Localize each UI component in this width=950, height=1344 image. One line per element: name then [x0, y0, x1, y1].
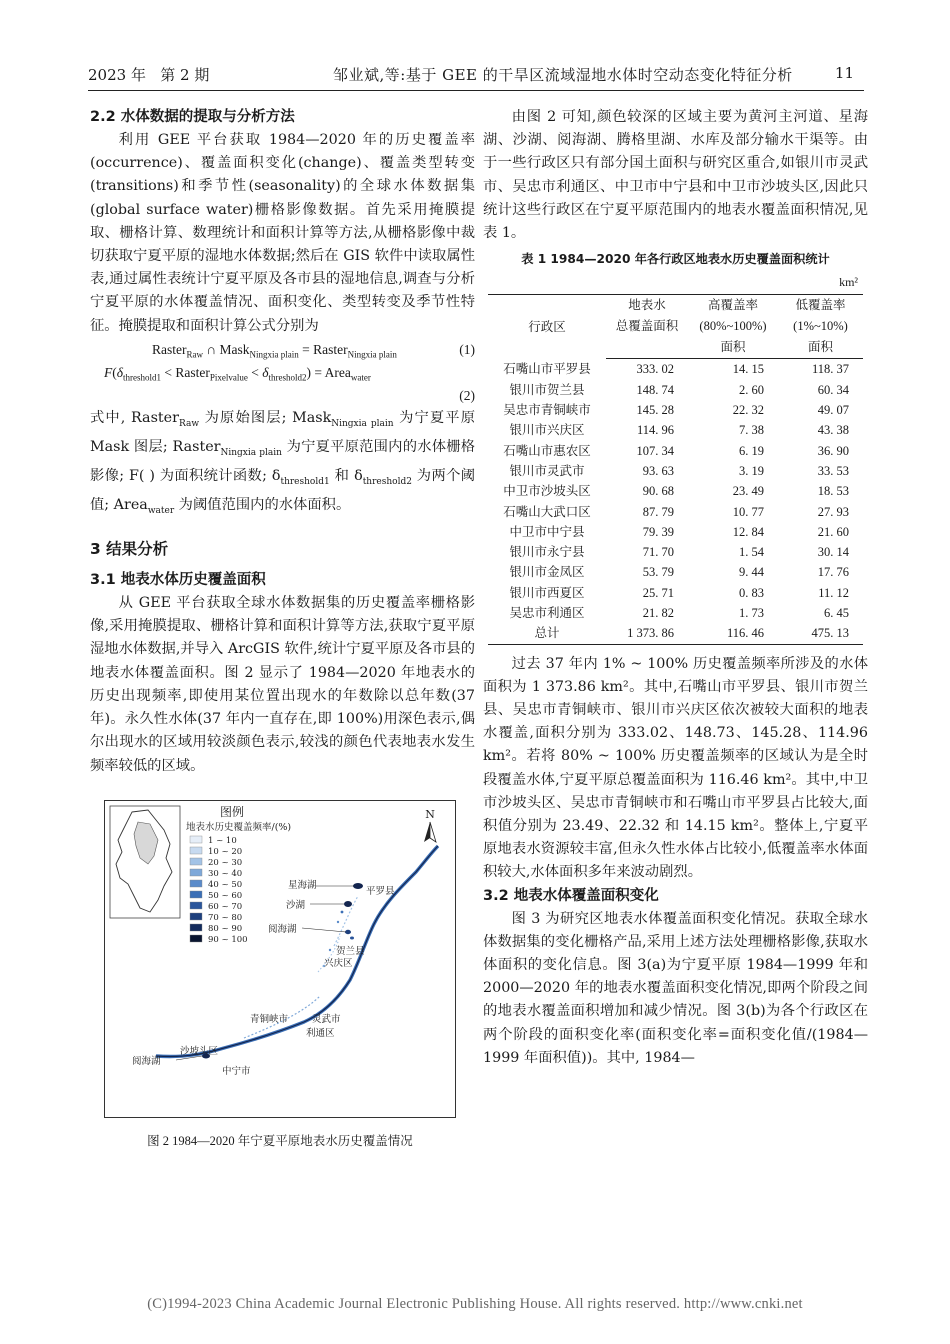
table-row [488, 481, 863, 501]
cell-value: 53. 79 [642, 565, 674, 580]
table-1-unit: km² [839, 275, 858, 290]
section-3-heading: 3 结果分析 [90, 540, 169, 559]
cell-region: 吴忠市利通区 [509, 605, 585, 620]
cell-value: 17. 76 [817, 565, 849, 580]
cell-value: 148. 74 [636, 382, 674, 397]
section-3-1-heading: 3.1 地表水体历史覆盖面积 [90, 572, 266, 589]
label-xinghai: 星海湖 [288, 879, 317, 891]
section-2-2-paragraph: 利用 GEE 平台获取 1984—2020 年的历史覆盖率(occurrence)、覆盖面积变化(change)、覆盖类型转变(transitions)和季节性(seasonality)的全球水体数据集(global surface water)栅格影像数据。首先采用掩膜提取、栅格计算、数理统计和面积计算等方法,从栅格影像中裁切获取宁夏平原的湿地水体数据;然后在 GIS 软件中读取属性表,通过属性表统计宁夏平原及各市县的湿地信息,调查与分析宁夏平原的水体覆盖情况、面积变化、类型转变及季节性特征。掩膜提取和面积计算公式分别为 [90, 132, 475, 334]
cell-value: 1 373. 86 [606, 623, 688, 644]
label-xingqing: 兴庆区 [324, 957, 353, 969]
cell-region: 银川市永宁县 [509, 545, 585, 560]
table-row [488, 380, 863, 400]
right-paragraph-1: 由图 2 可知,颜色较深的区域主要为黄河主河道、星海湖、沙湖、阅海湖、腾格里湖、水库及部分输水干渠等。由于一些行政区只有部分国土面积与研究区重合,如银川市灵武市、吴忠市利通区、中卫市中宁县和中卫市沙坡头区,因此只统计这些行政区在宁夏平原范围内的地表水覆盖面积情况,见表 1。 [483, 109, 868, 242]
cell-value: 10. 77 [732, 504, 764, 519]
cell-value: 36. 90 [817, 443, 849, 458]
figure-2-caption: 图 2 1984—2020 年宁夏平原地表水历史覆盖情况 [147, 1133, 413, 1148]
cell-value: 79. 39 [642, 524, 674, 539]
label-litong: 利通区 [306, 1027, 335, 1039]
legend-swatch [190, 836, 202, 843]
cell-value: 49. 07 [817, 403, 849, 418]
copyright-footer: (C)1994-2023 China Academic Journal Electronic Publishing House. All rights reserved. http://www.cnki.net [147, 1296, 803, 1312]
legend-swatch [190, 891, 202, 898]
cell-value: 7. 38 [739, 423, 764, 438]
cell-value: 6. 45 [824, 605, 849, 620]
formula-explanation: 式中, Raster$_{Raw}$ 为原始图层; Mask$_{Ningxia plain}$ 为宁夏平原 Mask 图层; Raster$_{Ningxia plain}$ 为宁夏平原范围内的水体栅格影像; F( ) 为面积统计函数; $\delta_{threshold1}$ 和 $\delta_{threshold2}$ 为两个阈值; Area$_{water}$ 为阈值范围内的水体面积。 [90, 409, 476, 516]
figure-2-map [104, 800, 456, 1118]
right-paragraph-2: 过去 37 年内 1% ~ 100% 历史覆盖频率所涉及的水体面积为 1 373.86 km²。其中,石嘴山市平罗县、银川市贺兰县、吴忠市青铜峡市、银川市兴庆区依次被较大面积的地表水覆盖,面积分别为 333.02、148.73、145.28、114.96 km²。若将 80% ~ 100% 历史覆盖频率的区域认为是全时段覆盖水体,宁夏平原总覆盖面积为 116.46 km²。其中,中卫市沙坡头区、吴忠市青铜峡市和石嘴山市平罗县占比较大,面积值分别为 23.49、22.32 和 14.15 km²。整体上,宁夏平原地表水资源较丰富,但永久性水体占比较小,低覆盖率水体面积较大,水体面积多年来波动剧烈。 [483, 655, 868, 881]
sha-lake [344, 901, 352, 907]
cell-value: 18. 53 [817, 484, 849, 499]
cell-region: 石嘴山大武口区 [503, 504, 591, 519]
header-total-a: 地表水 [606, 295, 688, 317]
legend-swatch [190, 880, 202, 887]
cell-region: 银川市兴庆区 [509, 423, 585, 438]
cell-value: 1. 73 [739, 605, 764, 620]
legend-label: 40 ~ 50 [208, 879, 243, 890]
table-row [488, 502, 863, 522]
header-region: 行政区 [488, 295, 606, 359]
cell-value: 2. 60 [739, 382, 764, 397]
cell-region: 银川市金凤区 [509, 565, 585, 580]
cell-value: 87. 79 [642, 504, 674, 519]
formula-2-number-line [90, 384, 475, 407]
section-2-2-heading: 2.2 水体数据的提取与分析方法 [90, 109, 295, 125]
label-zhongning: 中宁市 [222, 1065, 251, 1077]
header-rule [88, 90, 864, 91]
cell-value: 30. 14 [817, 545, 849, 560]
formula-1-number: (1) [459, 341, 475, 357]
legend-swatch [190, 924, 202, 931]
cell-value: 21. 60 [817, 524, 849, 539]
cell-value: 25. 71 [642, 585, 674, 600]
header-high-a: 高覆盖率 [688, 295, 778, 317]
svg-text:N: N [425, 807, 435, 821]
cell-value: 71. 70 [642, 545, 674, 560]
legend-label: 60 ~ 70 [208, 901, 243, 912]
cell-value: 333. 02 [636, 362, 674, 377]
legend-swatch [190, 869, 202, 876]
legend-title: 图例 [219, 804, 245, 819]
cell-value: 6. 19 [739, 443, 764, 458]
label-yuehai-1: 阅海湖 [268, 923, 297, 935]
table-row [488, 441, 863, 461]
cell-value: 27. 93 [817, 504, 849, 519]
cell-value: 12. 84 [732, 524, 764, 539]
table-row [488, 542, 863, 562]
table-row [488, 461, 863, 481]
table-row [488, 420, 863, 440]
legend-swatch [190, 913, 202, 920]
legend-label: 90 ~ 100 [208, 934, 248, 945]
cell-value: 0. 83 [739, 585, 764, 600]
header-high-c: 面积 [688, 337, 778, 359]
running-header [88, 58, 864, 84]
right-column [483, 106, 868, 1070]
cell-value: 116. 46 [688, 623, 778, 644]
figure-2 [104, 800, 456, 1148]
legend-subtitle: 地表水历史覆盖频率/(%) [186, 821, 292, 833]
table-row [488, 359, 863, 380]
cell-value: 93. 63 [642, 463, 674, 478]
table-1-caption: 表 1 1984—2020 年各行政区地表水历史覆盖面积统计 [521, 252, 830, 267]
table-1 [488, 294, 863, 644]
cell-region: 石嘴山市平罗县 [503, 362, 591, 377]
legend-swatch [190, 858, 202, 865]
legend-label: 70 ~ 80 [208, 912, 243, 923]
label-yuehai-2: 阅海湖 [132, 1055, 161, 1067]
cell-value: 118. 37 [811, 362, 849, 377]
cell-region: 银川市灵武市 [509, 463, 585, 478]
cell-region: 石嘴山市惠农区 [503, 443, 591, 458]
cell-value: 114. 96 [636, 423, 674, 438]
right-paragraph-3: 图 3 为研究区地表水体覆盖面积变化情况。获取全球水体数据集的变化栅格产品,采用上述方法处理栅格影像,获取水体面积的变化信息。图 3(a)为宁夏平原 1984—1999 年和 2000—2020 年的地表水覆盖面积变化情况,即两个阶段之间的地表水覆盖面积增加和减少情况。图 3(b)为各个行政区在两个阶段的面积变化率(面积变化率=面积变化值/(1984—1999 年面积值))。其中, 1984— [483, 910, 868, 1066]
table-row [488, 522, 863, 542]
running-title: 邹业斌,等:基于 GEE 的干旱区流域湿地水体时空动态变化特征分析 [333, 66, 793, 84]
legend-label: 30 ~ 40 [208, 868, 243, 879]
legend-label: 10 ~ 20 [208, 846, 243, 857]
label-shahu: 沙湖 [286, 899, 306, 911]
cell-value: 145. 28 [636, 403, 674, 418]
cell-value: 33. 53 [817, 463, 849, 478]
cell-value: 14. 15 [732, 362, 764, 377]
cell-region: 银川市贺兰县 [509, 382, 585, 397]
table-row [488, 603, 863, 623]
cell-value: 22. 32 [732, 403, 764, 418]
cell-value: 107. 34 [636, 443, 674, 458]
header-low-b: (1%~10%) [793, 319, 848, 334]
cell-region: 吴忠市青铜峡市 [503, 403, 591, 418]
legend-swatch [190, 847, 202, 854]
formula-2: $F(\delta_{threshold1}$ < Raster$_{Pixelvalue}$ < $\delta_{threshold2}$) = Area$_{water}$ [104, 364, 371, 383]
cell-value: 475. 13 [778, 623, 863, 644]
table-row [488, 583, 863, 603]
label-shapotou: 沙坡头区 [180, 1045, 219, 1057]
label-pingluo: 平罗县 [366, 885, 395, 897]
cell-value: 11. 12 [818, 585, 849, 600]
page-number: 11 [834, 64, 854, 82]
legend-label: 20 ~ 30 [208, 857, 243, 868]
cell-value: 23. 49 [732, 484, 764, 499]
cell-value: 90. 68 [642, 484, 674, 499]
label-helan: 贺兰县 [336, 945, 365, 957]
xinghai-lake [353, 883, 363, 889]
header-low-c: 面积 [778, 337, 863, 359]
table-1-body [488, 359, 863, 644]
cell-region: 中卫市沙坡头区 [503, 484, 591, 499]
legend-swatch [190, 935, 202, 942]
formula-2-number: (2) [459, 387, 475, 403]
legend-label: 80 ~ 90 [208, 923, 243, 934]
legend-label: 50 ~ 60 [208, 890, 243, 901]
cell-region: 总计 [488, 623, 606, 644]
label-lingwu: 灵武市 [312, 1013, 341, 1025]
table-row [488, 400, 863, 420]
table-row [488, 562, 863, 582]
left-column [90, 106, 476, 1148]
formula-1: Raster$_{Raw}$ ∩ Mask$_{Ningxia plain}$ = Raster$_{Ningxia plain}$ (1) [90, 338, 475, 361]
cell-region: 中卫市中宁县 [509, 524, 585, 539]
cell-value: 43. 38 [817, 423, 849, 438]
legend-label: 1 ~ 10 [208, 835, 237, 846]
issue-label: 2023 年 第 2 期 [88, 66, 210, 84]
header-low-a: 低覆盖率 [778, 295, 863, 317]
cell-value: 9. 44 [739, 565, 764, 580]
label-qingtongxia: 青铜峡市 [250, 1013, 289, 1025]
cell-value: 3. 19 [739, 463, 764, 478]
header-high-b: (80%~100%) [699, 319, 767, 334]
cell-value: 1. 54 [739, 545, 764, 560]
legend-swatch [190, 902, 202, 909]
header-total-b: 总覆盖面积 [615, 319, 679, 334]
cell-value: 21. 82 [642, 605, 674, 620]
section-3-1-paragraph: 从 GEE 平台获取全球水体数据集的历史覆盖率栅格影像,采用掩膜提取、栅格计算和面积计算等方法,获取宁夏平原湿地水体数据,并导入 ArcGIS 软件,统计宁夏平原及各市县的地表水体覆盖面积。图 2 显示了 1984—2020 年地表水的历史出现频率,即使用某位置出现水的年数除以总年数(37 年)。永久性水体(37 年内一直存在,即 100%)用深色表示,偶尔出现水的区域用较淡颜色表示,较浅的颜色代表地表水发生频率较低的区域。 [90, 595, 475, 774]
cell-value: 60. 34 [817, 382, 849, 397]
table-row [488, 623, 863, 644]
section-3-2-heading: 3.2 地表水体覆盖面积变化 [483, 887, 659, 904]
cell-region: 银川市西夏区 [509, 585, 585, 600]
